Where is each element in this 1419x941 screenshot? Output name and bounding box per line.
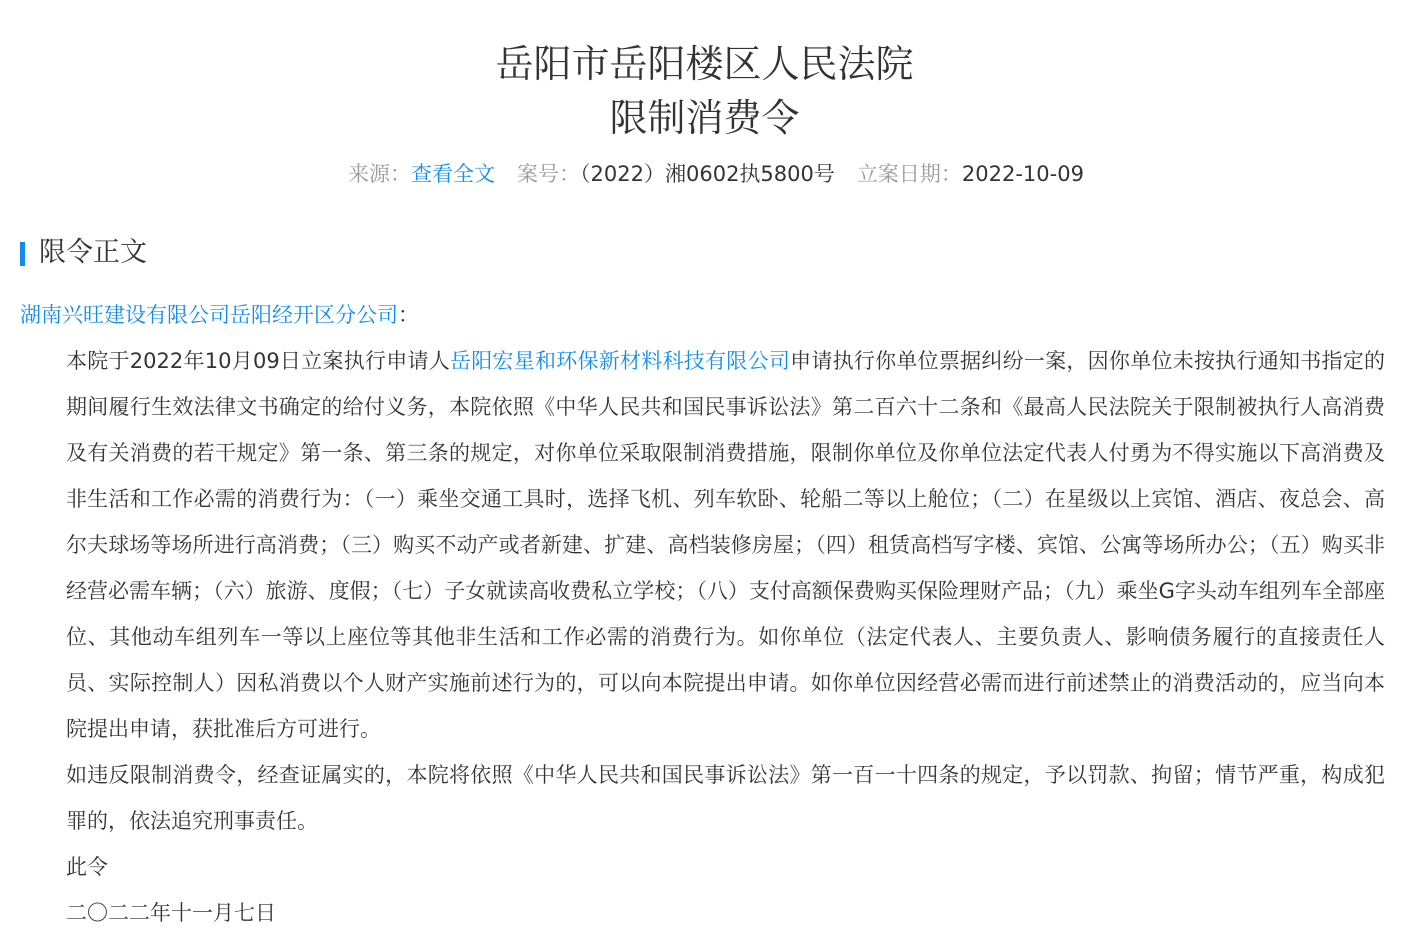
- order-paragraph-penalty: 如违反限制消费令，经查证属实的，本院将依照《中华人民共和国民事诉讼法》第一百一十四条的规定，予以罚款、拘留；情节严重，构成犯罪的，依法追究刑事责任。: [66, 763, 1385, 833]
- paragraph-main-content: 申请执行你单位票据纠纷一案，因你单位未按执行通知书指定的期间履行生效法律文书确定的给付义务，本院依照《中华人民共和国民事诉讼法》第二百六十二条和《最高人民法院关于限制被执行人高消费及有关消费的若干规定》第一条、第三条的规定，对你单位采取限制消费措施，限制你单位及你单位法定代表人付勇为不得实施以下高消费及非生活和工作必需的消费行为：（一）乘坐交通工具时，选择飞机、列车软卧、轮船二等以上舱位；（二）在星级以上宾馆、酒店、夜总会、高尔夫球场等场所进行高消费；（三）购买不动产或者新建、扩建、高档装修房屋；（四）租赁高档写字楼、宾馆、公寓等场所办公；（五）购买非经营必需车辆；（六）旅游、度假；（七）子女就读高收费私立学校；（八）支付高额保费购买保险理财产品；（九）乘坐G字头动车组列车全部座位、其他动车组列车一等以上座位等其他非生活和工作必需的消费行为。如你单位（法定代表人、主要负责人、影响债务履行的直接责任人员、实际控制人）因私消费以个人财产实施前述行为的，可以向本院提出申请。如你单位因经营必需而进行前述禁止的消费活动的，应当向本院提出申请，获批准后方可进行。: [66, 349, 1386, 741]
- document-meta: [0, 158, 1419, 190]
- view-full-text-link[interactable]: 查看全文: [411, 162, 496, 186]
- filing-date-value: 2022-10-09: [961, 162, 1084, 186]
- filing-date-label: 立案日期：: [856, 162, 962, 186]
- case-number-value: （2022）湘0602执5800号: [580, 162, 835, 186]
- section-accent-bar: [20, 242, 25, 266]
- addressee-company-link[interactable]: 湖南兴旺建设有限公司岳阳经开区分公司: [20, 303, 398, 327]
- order-closing: 此令: [66, 855, 108, 879]
- court-name-title: 岳阳市岳阳楼区人民法院: [495, 42, 914, 86]
- case-number-label: 案号：: [517, 162, 581, 186]
- order-paragraph-main: [20, 338, 1385, 752]
- applicant-company-link[interactable]: 岳阳宏星和环保新材料科技有限公司: [449, 349, 791, 373]
- paragraph-main-intro: 本院于2022年10月09日立案执行申请人: [66, 349, 450, 373]
- order-date: 二〇二二年十一月七日: [66, 901, 276, 925]
- order-body: [20, 292, 1385, 936]
- source-label: 来源：: [348, 162, 412, 186]
- addressee-line: [20, 292, 1385, 338]
- addressee-colon: ：: [398, 303, 419, 327]
- document-title: 限制消费令: [609, 96, 800, 140]
- section-title: 限令正文: [39, 237, 147, 268]
